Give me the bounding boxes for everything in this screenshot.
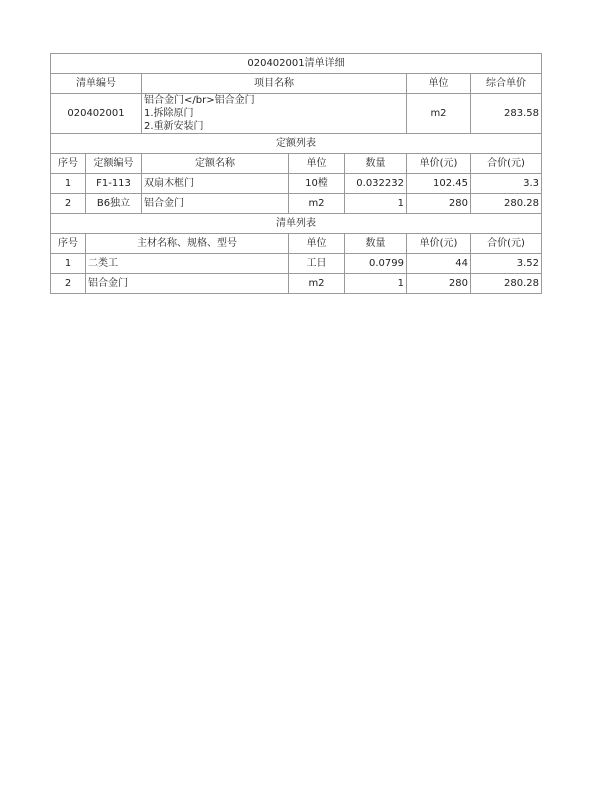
material-total: 280.28: [471, 274, 542, 294]
item-name-line: 2.重新安装门: [144, 121, 204, 132]
table-row: [51, 194, 542, 214]
quota-section-title: 定额列表: [51, 134, 542, 154]
quota-total: 280.28: [471, 194, 542, 214]
quota-header-unit-price: 单价(元): [407, 154, 471, 174]
material-seq: 2: [51, 274, 86, 294]
quota-header-code: 定额编号: [86, 154, 142, 174]
item-code: 020402001: [51, 94, 142, 134]
header-code: 清单编号: [51, 74, 142, 94]
quota-header-unit: 单位: [289, 154, 345, 174]
material-header-unit-price: 单价(元): [407, 234, 471, 254]
quota-code: B6独立: [86, 194, 142, 214]
material-header-qty: 数量: [345, 234, 407, 254]
item-price: 283.58: [471, 94, 542, 134]
quota-seq: 1: [51, 174, 86, 194]
item-unit: m2: [407, 94, 471, 134]
quota-unit: 10樘: [289, 174, 345, 194]
bill-detail-table: [50, 53, 542, 294]
quota-seq: 2: [51, 194, 86, 214]
quota-header-row: [51, 154, 542, 174]
quota-code: F1-113: [86, 174, 142, 194]
material-header-unit: 单位: [289, 234, 345, 254]
quota-name: 双扇木框门: [142, 174, 289, 194]
quota-header-seq: 序号: [51, 154, 86, 174]
material-unit-price: 280: [407, 274, 471, 294]
material-section-title-row: [51, 214, 542, 234]
material-header-seq: 序号: [51, 234, 86, 254]
header-name: 项目名称: [142, 74, 407, 94]
material-name: 铝合金门: [86, 274, 289, 294]
material-name: 二类工: [86, 254, 289, 274]
material-seq: 1: [51, 254, 86, 274]
header-unit: 单位: [407, 74, 471, 94]
quota-unit-price: 102.45: [407, 174, 471, 194]
item-name-line: 铝合金门</br>铝合金门: [144, 95, 255, 106]
item-name: [142, 94, 407, 134]
table-row: [51, 254, 542, 274]
quota-header-name: 定额名称: [142, 154, 289, 174]
quota-section-title-row: [51, 134, 542, 154]
item-name-line: 1.拆除原门: [144, 108, 194, 119]
material-section-title: 清单列表: [51, 214, 542, 234]
title-row: [51, 54, 542, 74]
header-price: 综合单价: [471, 74, 542, 94]
material-header-row: [51, 234, 542, 254]
material-total: 3.52: [471, 254, 542, 274]
quota-total: 3.3: [471, 174, 542, 194]
material-unit: m2: [289, 274, 345, 294]
quota-qty: 0.032232: [345, 174, 407, 194]
table-row: [51, 174, 542, 194]
item-header-row: [51, 74, 542, 94]
material-qty: 1: [345, 274, 407, 294]
material-unit-price: 44: [407, 254, 471, 274]
quota-qty: 1: [345, 194, 407, 214]
material-qty: 0.0799: [345, 254, 407, 274]
table-row: [51, 274, 542, 294]
material-header-name-span: 主材名称、规格、型号: [86, 234, 289, 254]
quota-unit-price: 280: [407, 194, 471, 214]
item-row: [51, 94, 542, 134]
quota-header-qty: 数量: [345, 154, 407, 174]
material-unit: 工日: [289, 254, 345, 274]
quota-unit: m2: [289, 194, 345, 214]
material-header-total: 合价(元): [471, 234, 542, 254]
table-title: 020402001清单详细: [51, 54, 542, 74]
quota-header-total: 合价(元): [471, 154, 542, 174]
quota-name: 铝合金门: [142, 194, 289, 214]
